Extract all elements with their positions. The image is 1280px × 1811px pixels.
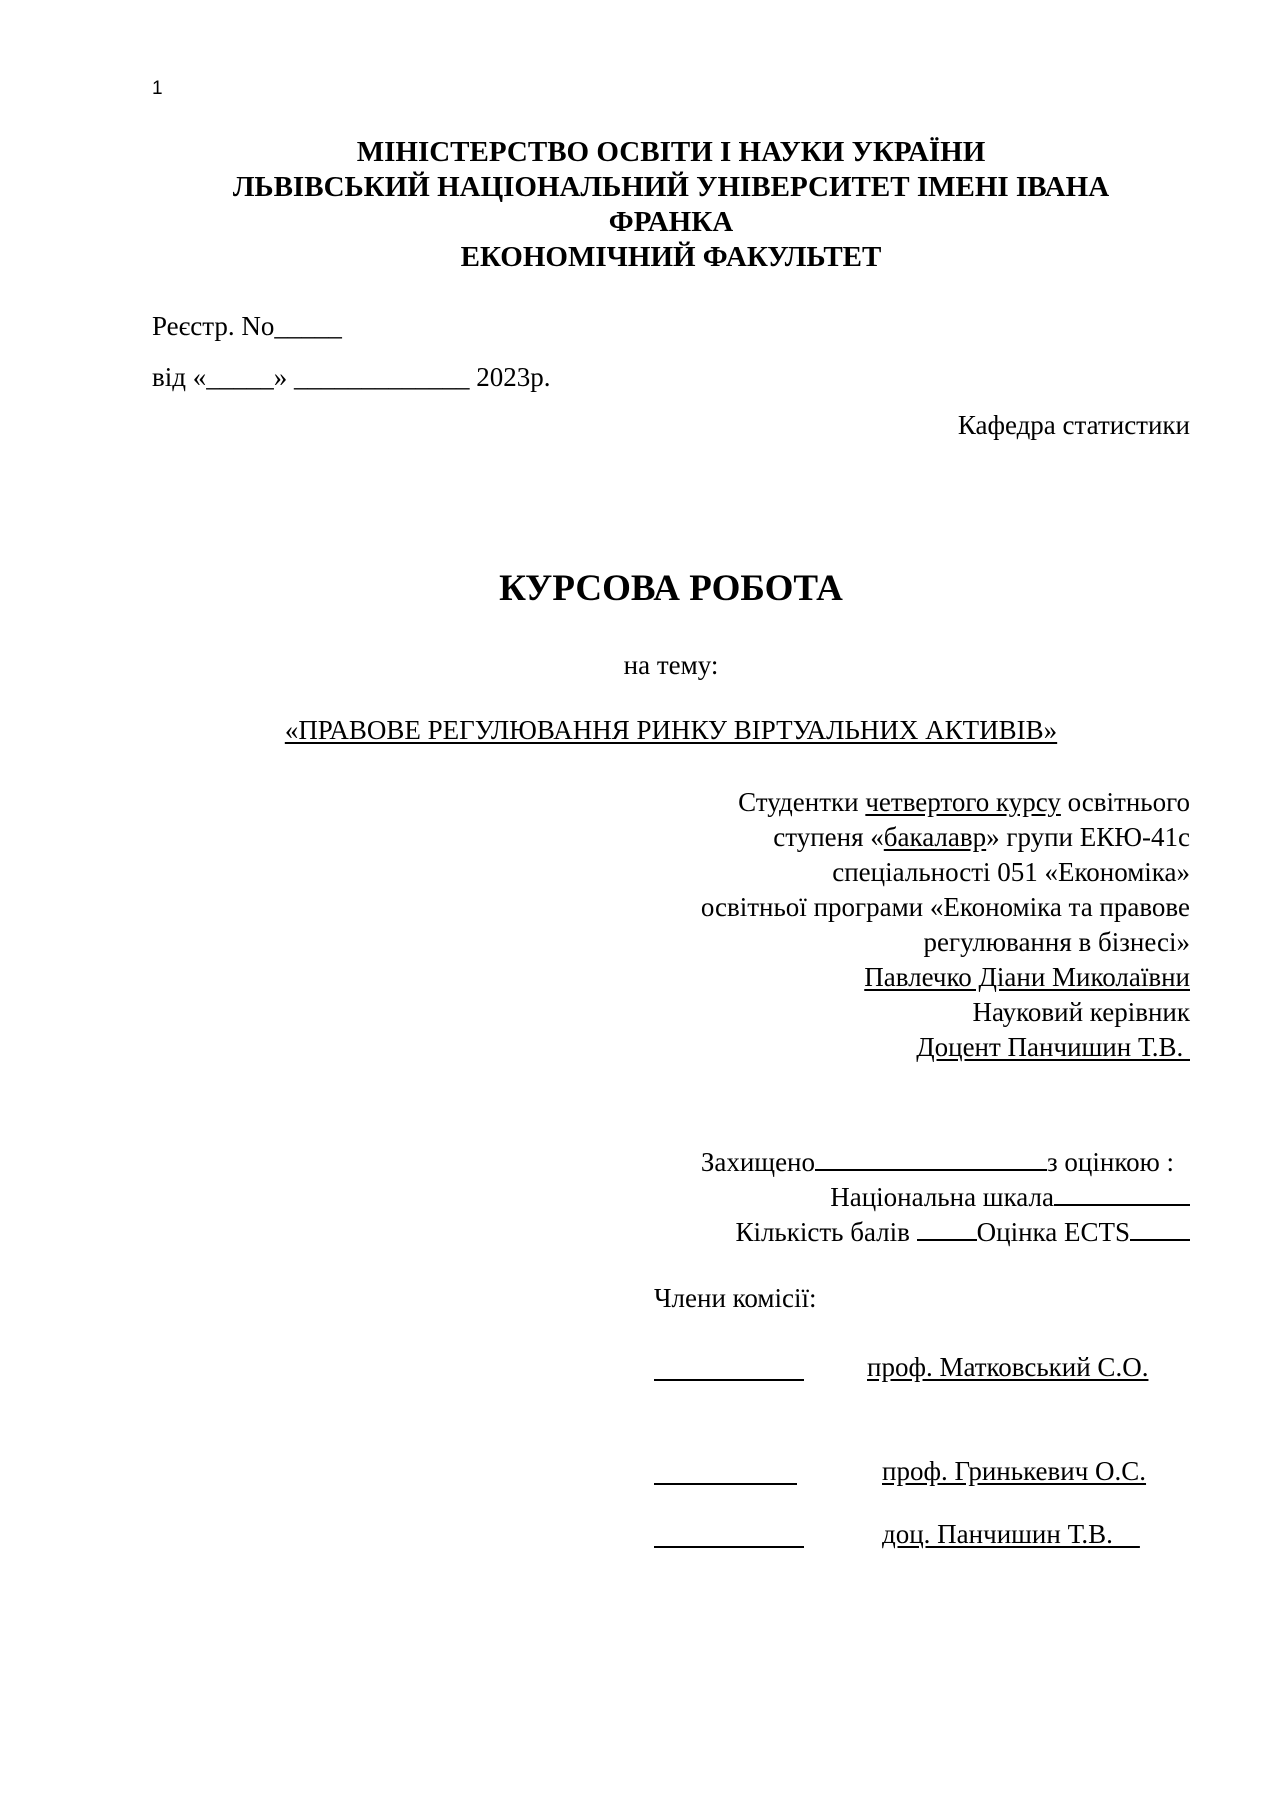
student-name: Павлечко Діани Миколаївни	[864, 962, 1190, 992]
defended-line	[590, 1145, 1190, 1180]
points-ects-line	[590, 1215, 1190, 1250]
student-group: » групи ЕКЮ-41с	[986, 822, 1190, 852]
header-line-university: ЛЬВІВСЬКИЙ НАЦІОНАЛЬНИЙ УНІВЕРСИТЕТ ІМЕНІ ІВАНА	[232, 171, 1110, 203]
student-line-2	[590, 820, 1190, 855]
ects-label: Оцінка ECTS	[976, 1217, 1130, 1247]
ects-blank	[1130, 1217, 1190, 1241]
supervisor-label: Науковий керівник	[972, 997, 1190, 1027]
registry-date: від «_____» _____________ 2023р.	[152, 362, 551, 392]
signature-line	[654, 1483, 797, 1485]
department-name: Кафедра статистики	[957, 410, 1190, 440]
commission-member	[654, 1519, 1190, 1554]
student-program: освітньої програми «Економіка та правове	[700, 892, 1190, 922]
commission-label: Члени комісії:	[654, 1283, 817, 1313]
degree-label: ступеня «	[773, 822, 884, 852]
national-scale-line	[590, 1180, 1190, 1215]
signature-line	[654, 1546, 804, 1548]
national-scale-blank	[1054, 1182, 1190, 1206]
header-line-faculty: ЕКОНОМІЧНИЙ ФАКУЛЬТЕТ	[460, 241, 882, 273]
student-line-1	[590, 785, 1190, 820]
student-course: четвертого курсу	[865, 787, 1061, 817]
defended-blank	[815, 1147, 1047, 1171]
student-line-1-end: освітнього	[1060, 787, 1190, 817]
student-program-cont: регулювання в бізнесі»	[923, 927, 1190, 957]
registry-number: Реєстр. No_____	[152, 311, 342, 341]
member-name: проф. Матковський С.О.	[867, 1352, 1149, 1382]
header-line-ministry: МІНІСТЕРСТВО ОСВІТИ І НАУКИ УКРАЇНИ	[356, 136, 986, 168]
student-info	[590, 785, 1190, 1065]
document-subtitle: на тему:	[623, 650, 719, 680]
member-name: доц. Панчишин Т.В.	[882, 1519, 1140, 1549]
header-line-university-cont: ФРАНКА	[608, 206, 734, 238]
points-label: Кількість балів	[735, 1217, 917, 1247]
student-degree: бакалавр	[883, 822, 987, 852]
document-topic: «ПРАВОВЕ РЕГУЛЮВАННЯ РИНКУ ВІРТУАЛЬНИХ АКТИВІВ»	[284, 715, 1058, 745]
ministry-header	[152, 135, 1190, 275]
supervisor-name: Доцент Панчишин Т.В.	[916, 1032, 1190, 1062]
document-title: КУРСОВА РОБОТА	[499, 568, 843, 609]
commission-member	[654, 1456, 1190, 1491]
member-name: проф. Гринькевич О.С.	[882, 1456, 1147, 1486]
page-number: 1	[152, 78, 163, 99]
points-blank	[917, 1217, 977, 1241]
defended-label: Захищено	[700, 1147, 816, 1177]
student-label: Студентки	[738, 787, 866, 817]
signature-line	[654, 1379, 804, 1381]
grading-block	[590, 1145, 1190, 1250]
grade-label: з оцінкою :	[1047, 1147, 1174, 1177]
student-specialty: спеціальності 051 «Економіка»	[832, 857, 1190, 887]
national-scale-label: Національна шкала	[830, 1182, 1054, 1212]
commission-member	[654, 1352, 1190, 1387]
